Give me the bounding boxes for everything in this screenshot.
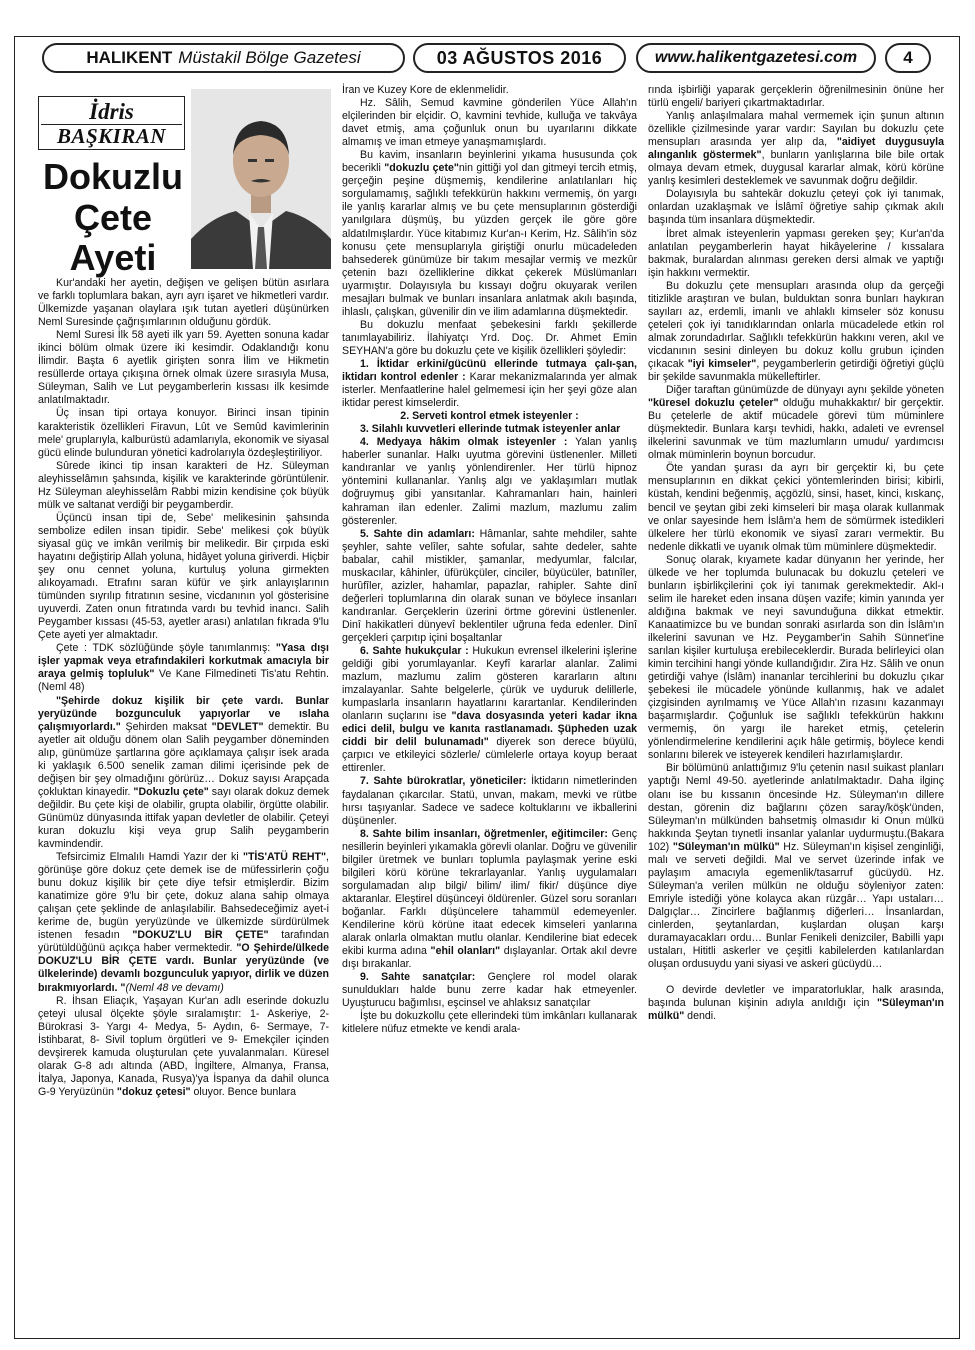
article-paragraph	[342, 828, 637, 972]
text-run: Karar mekanizmalarında yer almak isterler. Menfaatlerine halel gelmemesi için her şeyi göze alan iktidar perest kimselerdir.	[342, 371, 637, 410]
author-first-name: İdris	[89, 99, 134, 124]
bold-text: "Dokuzlu çete"	[133, 785, 209, 798]
text-run: Öte yandan şurası da ayrı bir gerçektir ki, bu çete mensuplarının en dikkat çekici yöntemlerinden birisi; kibirli, küstah, kendini beğenmiş, açgözlü, sinsi, haset, kinci, kıskanç, bencil ve şeytan gibi zeki kimseleri bir maşa olarak kullanmak ve onlar sayesinde hem İslâm'a hem de sömürmek istedikleri ülkelere her türlü ekonomik ve siyasî zararı vermektir. Bu nedenle dikkatli ve uyanık olmak tüm müminlere düşmektedir.	[648, 462, 944, 553]
text-run: Üçüncü insan tipi de, Sebe' melikesinin şahsında sembolize edilen insan tipidir. Sebe' melikesi çok büyük siyasal güç ve imkân verilmiş bir melikedir. Bir çırpıda eski hayatını değiştirip Allah yoluna, hidâyet yoluna giriverdi. Hiçbir şey onu cennet yoluna, kurtuluş yoluna girmekten alıkoyamadı. Etrafını saran küfür ve şirk anlayışlarının tümünden sıyrılıp fıtratının sesine, vicdanının yol gösterisine uyuverdi. Zaten onun fıtratında vardı bu tevhid inancı. Salih Peygamber kıssası (45-53, ayetler arası) anlatılan fıkrada 9'lu Çete ayeti yer almaktadır.	[38, 511, 329, 642]
text-run: Genç nesillerin beyinleri yıkamakla görevli olanlar. Doğru ve güvenilir bilgiler üretmek ve bunları toplumla paylaşmak yerine eski bilgileri körü körüne tekrarlayanlar. Yanlış uygulamaları sorgulamadan alıp bilgi/ bilim/ ilim/ fikir/ düşünce diye aktaranlar. Eleştirel düşünceyi öldürenler. Güzel soru soranları boğanlar. Farklı düşüncelere tahammül edemeyenler. Kendilerine körü körüne itaat edecek kimseleri yanlarına alarak onlarla olmaktan mutlu olanlar. Kendilerine biat edecek ekibi kurma adına	[342, 827, 638, 958]
text-run: sayı olarak dokuz demek değildir. Bu çete kişi de olabilir, grupta olabilir, örgütte olabilir. Günümüz dünyasında ittifak yapan devletler de olabilir. Çeteyi kuran dokuzlu kişi veya grup Salih peygamberin kavmindendir.	[38, 785, 329, 851]
text-run: O devirde devletler ve imparatorluklar, halk arasında, başında bulunan kişinin adıyla anıldığı için	[648, 984, 944, 1010]
article-paragraph	[342, 410, 637, 423]
bold-text: 3. Silahlı kuvvetleri ellerinde tutmak isteyenler anlar	[360, 423, 621, 436]
article-paragraph	[38, 407, 329, 459]
text-run: Bu dokuzlu menfaat şebekesini farklı şekillerde tanımlayabiliriz. İlahiyatçı Yrd. Doç. Dr. Ahmet Emin SEYHAN'a göre bu dokuzlu çete ve kişilik özellikleri şöyledir:	[342, 318, 637, 357]
article-column-1	[38, 277, 329, 1099]
article-paragraph	[648, 384, 944, 462]
bold-text: "dokuzlu çete"	[384, 162, 459, 175]
text-run: Hz. Sâlih, Semud kavmine gönderilen Yüce Allah'ın elçilerinden bir elçidir. O, kavmini tevhide, kulluğa ve takvâya davet etmiş, ama çoğunluk onun bu uyarılarını dikkate almamış ve iman etmeye yanaşmamışlardı.	[342, 97, 637, 149]
article-paragraph	[342, 1010, 637, 1036]
text-run: Şehirden maksat	[120, 720, 212, 733]
article-paragraph	[38, 995, 329, 1099]
newspaper-name	[42, 43, 405, 73]
text-run: Bu dokuzlu çete mensupları arasında olup da gerçeği titizlikle araştıran ve bulan, bulduktan sonra bunları haykıran sayıları az, erdemli, imanlı ve ahlaklı kimseler söz konusu çeteleri çok iyi tanıdıklarından onlarla mücadelede etkin rol almak zorundadırlar. Sağlıklı tefekkürün hakkını veren, akıl ve vicdanının sesini dinleyen bu dokuz kollu grubun içinden çıkacak	[648, 279, 944, 370]
author-last-name: BAŞKIRAN	[56, 124, 167, 148]
text-run: Ve Kane Filmedineti Tis'atu Rehtin. (Neml 48)	[38, 668, 329, 694]
bold-text: "aidiyet duygusuyla alınganlık göstermek"	[648, 136, 944, 162]
text-run: İşte bu dokuzkollu çete ellerindeki tüm imkânları kullanarak kitlelere nüfuz etmekte ve kendi arala-	[342, 1010, 637, 1036]
article-paragraph	[342, 528, 637, 645]
italic-text: (Neml 48 ve devamı)	[125, 981, 224, 994]
text-run: Çete : TDK sözlüğünde şöyle tanımlanmış:	[56, 642, 276, 655]
text-run: Bu kavim, insanların beyinlerini yıkama hususunda çok becerikli	[342, 149, 637, 175]
text-run: Tefsircimiz Elmalılı Hamdi Yazır der ki	[56, 851, 243, 864]
article-paragraph	[648, 984, 944, 1023]
article-paragraph	[648, 84, 944, 110]
article-paragraph	[38, 695, 329, 852]
article-paragraph	[342, 319, 637, 358]
text-run: Sonuç olarak, kıyamete kadar dünyanın her yerinde, her ülkede ve her toplumda bulunacak bu dokuzlu çeteleri ve bunların işbirlikçilerini çok iyi tanımak gerekmektedir. Akl-ı selim ile hareket eden insana düşen vazife; kimin yanında yer aldığına bakmak ve neyi savunduğuna dikkat etmektir. Kanaatimizce bu ve bundan sonraki asırlarda son din İslâm'ın ilkelerini savunan ve Hz. Peygamber'in Sahih Sünnet'ine sarılan kişiler kurtuluşa erebileceklerdir. Burada belirleyici olan kimin tercihini hangi yönde kullandığıdır. Zira Hz. Sâlih ve onun getirdiği vahye (İslâm) inananlar tercihlerini bu dokuzlu çıkar şebekesi ile mücadele yönünde kullanmış, hak ve adalet çizgisinden ayrılmamış ve Yüce Allah'ın rızasını kazanmayı başarmışlardır. Çoğunluk ise sağlıklı tefekkürün hakkını vermemiş, ön yargı ile hareket etmiş, çetelerin yönlendirmelerine kendilerini açık hâle getirmiş, böylece kendi sonlarını bilerek ve isteyerek kendileri hazırlamışlardır.	[648, 553, 944, 762]
bold-text: "dokuz çetesi"	[116, 1085, 191, 1098]
bold-text: "TİS'ATÜ REHT"	[242, 851, 327, 864]
bold-text: 9. Sahte sanatçılar:	[360, 971, 476, 984]
article-paragraph	[342, 645, 637, 775]
text-run: , görünüşe göre dokuz çete demek ise de müfessirlerin çoğu bunu dokuz kişilik bir çete diye tefsir etmişlerdir. Bizim kanatimize göre 9'lu bir çete, dokuz alana sahip olmaya çalışan çete şeklinde de anlaşılabilir. Bahsedeceğimiz ayet-i kerime de, bugün yeryüzünde ve ülkemizde sürdürülmek istenen fesadın	[38, 851, 329, 942]
text-run: olduğu muhakkaktır/ bir gerçektir. Bu çetelerle de aktif mücadele görevi tüm müminlere düşmektedir. Bunlara karşı tevhidi, hakkı, adaleti ve evrensel ilkelerini savunmak ve tüm mazlumların umudu/ yardımcısı olmak müminlerin boynun borcudur.	[648, 397, 944, 462]
article-paragraph	[648, 110, 944, 188]
title-line-3: Ayeti	[69, 237, 157, 278]
text-run: diyerek son derece büyülü, çarpıcı ve etkileyici sözlerle/ cümlelerle ortaya koyup beraat ettirenler.	[342, 736, 638, 775]
article-paragraph	[38, 642, 329, 694]
bold-text: 6. Sahte hukukçular :	[360, 645, 469, 658]
text-run: dışlayanlar. Ortak akıl devre dışı bırakanlar.	[342, 945, 638, 971]
article-title	[38, 157, 188, 279]
text-run: İktidarın nimetlerinden faydalanan çıkarcılar. Statü, unvan, makam, mevki ve rütbe hırsı taşıyanlar. Sadece ve sadece koltuklarını ve ikballerini düşünenler.	[342, 775, 637, 827]
article-paragraph	[342, 775, 637, 827]
text-run: Neml Suresi İlk 58 ayeti ilk yarı 59. Ayetten sonuna kadar ikinci bölüm olmak üzere iki kesimdir. Odaklandığı konu İlimdir. Başta 6 ayetlik girişten sonra İlim ve Hikmetin resüllerde ortaya çıkışına örnek olmak üzere sırasıyla Musa, Süleyman, Salih ve Lut peygamberlerin kıssası ilk kesimde anlatılmaktadır.	[38, 329, 329, 407]
page-number: 4	[885, 43, 931, 73]
article-paragraph	[648, 462, 944, 553]
article-paragraph	[38, 851, 329, 995]
bold-text: "Yasa dışı işler yapmak veya etrafındakileri korkutmak amacıyla bir araya gelmiş topluluk"	[38, 642, 329, 681]
article-paragraph	[648, 554, 944, 763]
text-run: Gençlere rol model olarak sunuldukları halde bunu zerre kadar hak etmeyenler. Uyuşturucu bağımlısı, eşcinsel ve ahlaksız sanatçılar	[342, 971, 637, 1010]
text-run: tarafından yürütüldüğünü açıkça haber vermektedir.	[38, 929, 330, 955]
bold-text: "küresel dokuzlu çeteler"	[648, 397, 779, 410]
text-run: Diğer taraftan günümüzde de dünyayı aynı şekilde yöneten	[666, 384, 944, 397]
article-paragraph	[38, 512, 329, 642]
text-run: R. İhsan Eliaçık, Yaşayan Kur'an adlı eserinde dokuzlu çeteyi ulusal ölçekte şöyle sıralamıştır: 1- Askeriye, 2- Bürokrasi 3- Yargı 4- Medya, 5- Aydın, 6- Sermaye, 7- İstihbarat, 8- Sivil toplum örgütleri ve 9- Emekçiler içinden devşirerek kamuda oluşturulan çete yuvalanmaları. Küresel olarak G-8 adı altında (ABD, İngiltere, Almanya, Fransa, İtalya, Japonya, Kanada, Rusya)'ya İspanya da dahil olunca G-9 Yeryüzünün	[38, 994, 329, 1098]
text-run: , peygamberlerin getirdiği öğretiyi güçlü bir şekilde savunmakla mükelleftirler.	[648, 357, 944, 384]
article-paragraph	[342, 358, 637, 410]
text-run: İbret almak isteyenlerin yapması gereken şey; Kur'an'da anlatılan peygamberlerin hayat hikâyelerine / kıssalara bakmak, buralardan alınması gereken dersi almak ve yaptığı işin hakkını vermektir.	[648, 227, 944, 279]
article-paragraph	[342, 423, 637, 436]
article-paragraph	[38, 329, 329, 407]
article-paragraph	[648, 762, 944, 971]
text-run: Bir bölümünü anlattığımız 9'lu çetenin nasıl suikast planları yaptığı Neml 49-50. ayetlerinde anlatılmaktadır. Daha ilginç olanı ise bu kıssanın öncesinde Hz. Süleyman'ın dillere destan, görenin diz bağlarını çözen saray/köşk'ünden, Süleyman'ın mülkünden bahsetmiş olmasıdır ki Onun mülkü hakkında Şeytan tıynetli insanlar yalanlar uydurmuştu.(Bakara 102)	[648, 762, 944, 853]
article-paragraph	[38, 460, 329, 512]
text-run: Hz. Süleyman'ın kişisel zenginliği, malı ve serveti değildi. Mal ve servet üzerinde infak ve paylaşım amacıyla egemenlik/tasarruf gücüydü. Hz. Süleyman'a verilen mülkün ne olduğu söyleniyor zaten: Emriyle istediği yöne kolayca akan rüzgâr… Yapı ustaları… Dalgıçlar… Zincirlere bağlanmış diğerleri… İnsanlardan, cinlerden, şeytanlardan, kuşlardan oluşan karşı duramayacakları ordu… Bunlar Fenikeli denizciler, Babilli yapı ustaları, Hititli askerler ve çeşitli kabilelerden katılanlardan oluşan ordusuydu yani siyasi ve askeri gücüydü…	[648, 840, 944, 971]
issue-date: 03 AĞUSTOS 2016	[413, 43, 626, 73]
article-paragraph	[648, 280, 944, 384]
bold-text: 7. Sahte bürokratlar, yöneticiler:	[360, 775, 527, 788]
bold-text: "DEVLET"	[211, 720, 264, 733]
bold-text: "Süleyman'ın mülkü"	[672, 840, 780, 853]
article-paragraph	[648, 188, 944, 227]
article-paragraph	[648, 228, 944, 280]
bold-text: 8. Sahte bilim insanları, öğretmenler, eğitimciler:	[360, 827, 608, 840]
text-run: Hâmanlar, sahte mehdiler, sahte şeyhler, sahte velîler, sahte sofular, sahte dedeler, sahte babalar, cahil mistikler, şamanlar, medyumlar, falcılar, muskacılar, kâhinler, üfürükçüler, cinciler, büyücüler, batınîler, hurûfîler, azizler, hahamlar, papazlar, rahipler. Sahte dinî değerleri toplumlarına din olarak sunan ve böylece insanları kandıranlar. Gerçeklerin üzerini örtme görevini üstlenenler. Dinî hakikatleri dünyevî beklentiler uğruna feda edenler. Dinî gerçekleri çarpıtıp içini boşaltanlar	[342, 527, 637, 644]
text-run: İran ve Kuzey Kore de eklenmelidir.	[342, 84, 509, 96]
website-url: www.halikentgazetesi.com	[636, 43, 876, 73]
title-line-1: Dokuzlu	[43, 156, 183, 197]
article-paragraph	[38, 277, 329, 329]
text-run: oluyor. Bence bunlara	[190, 1085, 296, 1098]
article-column-3	[648, 84, 944, 1023]
text-run: nin gittiği yol dan gitmeyi tercih etmiş, gerçeğin peşine düşmemiş, kendilerine anlatılanları hiç sorgulamamış, sağlıklı tefekkürün hakkını vermemiş, ön yargı ile yanlış kararlar almış ve bu çete mensuplarının gösterdiği yanılgılara düşmüş, bu yüzden gerçek ile göre göre aldatılmışlardır. Yüce kitabımız Kur'an-ı Kerim, Hz. Sâlih'in söz konusu çete mensuplarıyla giriştiği onurlu mücadeleden bahsederek günümüze bir takım mesajlar vermiş ve mezkûr çetenin bazı özelliklerine dikkat çekerek Müslümanları uyarmıştır. Dolayısıyla bu kıssayı doğru okuyarak verilen mesajları bulmak ve bunları insanlara anlatmak akılı başında, ihlaslı, çalışkan, güvenilir din ve ilim adamlarına düşmektedir.	[342, 162, 637, 318]
bold-text: 2. Serveti kontrol etmek isteyenler :	[400, 410, 579, 423]
bold-text: 1. İktidar erkini/gücünü ellerinde tutmaya çalı-şan, iktidarı kontrol edenler :	[342, 357, 637, 384]
text-run: rında işbirliği yaparak gerçeklerin öğrenilmesinin önüne her türlü engeli/ bariyeri çıkartmaktadırlar.	[648, 84, 944, 110]
bold-text: 5. Sahte din adamları:	[360, 527, 475, 540]
newspaper-subtitle: Müstakil Bölge Gazetesi	[178, 48, 361, 67]
bold-text: "iyi kimseler"	[687, 357, 757, 370]
text-run: Yalan yanlış haberler sunanlar. Halkı uyutma görevini üstlenenler. Milleti kandıranlar ve yanlış yönlendirenler. Her türlü hipnoz yöntemini kullananlar. Yanlış algı ve yaklaşımları mutlak doğruymuş gibi yansıtanlar. Kahramanları hain, hainleri kahraman ilan edenler. Zalimi mazlum, mazlumu zalim gösterenler.	[342, 436, 637, 527]
bold-text: "Süleyman'ın mülkü"	[648, 997, 944, 1023]
text-run: Sûrede ikinci tip insan karakteri de Hz. Süleyman aleyhisselâmın şahsında, kişilik ve karakterinde görüntülenir. Hz Süleyman aleyhisselâm Rabbi mizin kendisine çok büyük mülk ve saltanat verdiği bir peygamberdir.	[38, 459, 329, 511]
article-paragraph	[342, 971, 637, 1010]
newspaper-title: HALIKENT	[86, 48, 173, 67]
bold-text: "dava dosyasında yeteri kadar ikna edici delil, bulgu ve kanıta rastlanamadı. Şüpheden uzak ciddi bir delil bulunamadı"	[342, 710, 637, 749]
bold-text: "O Şehirde/ülkede DOKUZ'LU BİR ÇETE vardı. Bunlar yeryüzünde (ve ülkelerinde) devamlı bozgunculuk yapıyor, dirlik ve düzen bırakmıyorlardı. "	[38, 942, 329, 994]
article-paragraph	[342, 84, 637, 97]
author-photo	[191, 89, 331, 269]
text-run: dendi.	[684, 1010, 717, 1023]
bold-text: 4. Medyaya hâkim olmak isteyenler :	[360, 436, 568, 449]
text-run: Üç insan tipi ortaya konuyor. Birinci insan tipinin karakteristik özellikleri Firavun, Lût ve Semûd kavimlerinin mele' gruplarıyla, kalburüstü adamlarıyla, ekonomik ve siyasal gücü elinde bulunduran yönetici kadrolarıyla özdeşleştiriliyor.	[38, 407, 329, 459]
title-line-2: Çete	[73, 196, 153, 238]
text-run: Kur'andaki her ayetin, değişen ve gelişen bütün asırlara ve farklı toplumlara bakan, ayrı ayrı işaret ve hikmetleri vardır. Ülkemizde yaşanan olaylara ışık tutan ayetleri düşünürken Neml Suresinde çağrışımlarının olduğunu gördük.	[38, 277, 329, 329]
text-run: Dolayısıyla bu sahtekâr dokuzlu çeteyi çok iyi tanımak, onlardan uzaklaşmak ve İslâmî öğretiye sahip çıkmak akılı başında tüm insanlara düşmektedir.	[648, 188, 944, 227]
article-paragraph	[342, 436, 637, 527]
bold-text: "Şehirde dokuz kişilik bir çete vardı. Bunlar yeryüzünde bozgunculuk yapıyorlar ve ıslaha çalışmıyorlardı."	[38, 694, 329, 733]
bold-text: "ehil olanları"	[430, 945, 501, 958]
text-run: demektir. Bu ayetler ait olduğu dönem olan Salih peygamber döneminden alıp, günümüze şartlarına göre açıklamaya çalışır isek arada ki yaklaşık 6.500 senelik zaman dilimi içerisinde pek de değişen bir şey olmadığını görürüz… Dokuz sayısı Arapçada çokluktan kinayedir.	[38, 720, 329, 798]
author-box	[38, 96, 185, 150]
article-paragraph	[342, 149, 637, 319]
article-paragraph	[342, 97, 637, 149]
bold-text: "DOKUZ'LU BİR ÇETE"	[132, 929, 269, 942]
text-run: Yanlış anlaşılmalara mahal vermemek için şunun altının özellikle çizilmesinde yarar vardır: Sayılan bu dokuzlu çete mensupları arasında yer alıp da,	[648, 110, 944, 149]
article-column-2	[342, 84, 637, 1036]
text-run: , bunların yanlışlarına bile bile ortak olmaya devam etmek, duygusal kararlar almak, körü körüne yanlış kesimleri desteklemek ve savunmak doğru değildir.	[648, 149, 944, 188]
text-run: Hukukun evrensel ilkelerini işlerine geldiği gibi yorumlayanlar. Keyfî kararlar alanlar. Zalimi mazlum, mazlumu zalim gösteren kararların altını imzalayanlar. Sahte belgelerle, çürük ve uyduruk delillerle, kumpaslarla insanların hayatlarını karartanlar. Kendilerinden olanların suçlarını ise	[342, 645, 637, 723]
